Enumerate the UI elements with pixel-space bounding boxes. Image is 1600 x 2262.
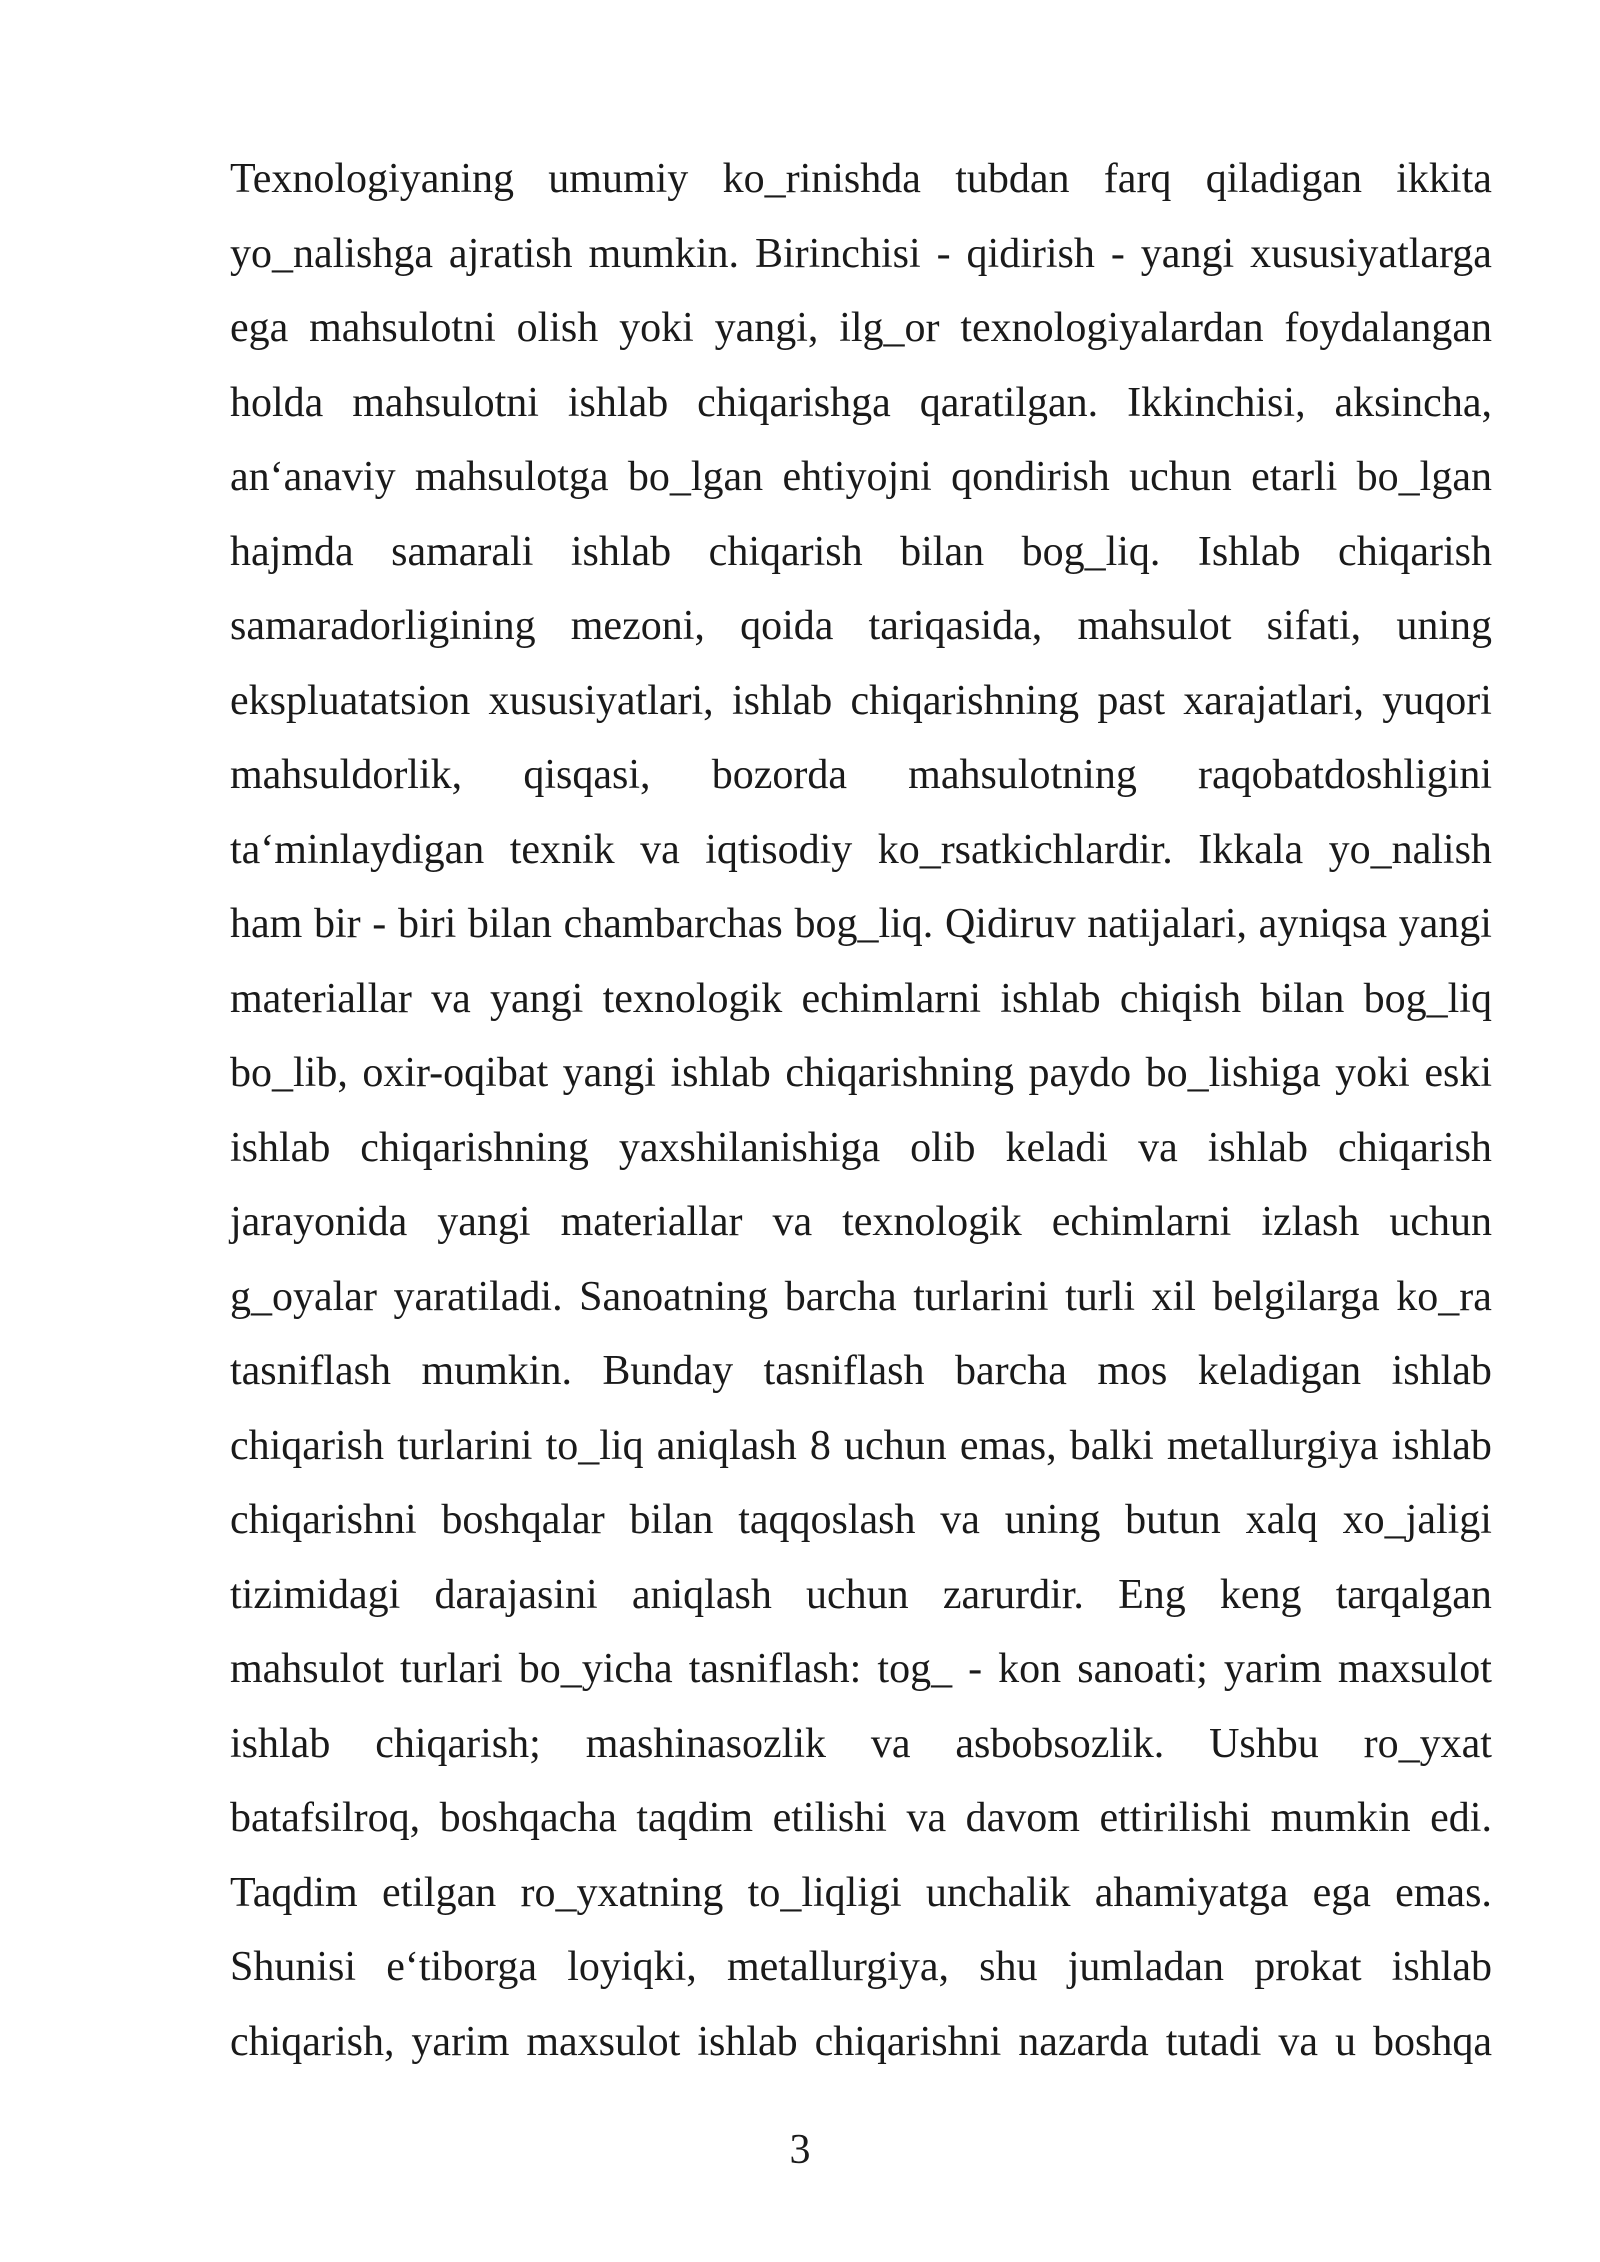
word: edi.: [1430, 1795, 1492, 1841]
word: bilan: [629, 1497, 714, 1543]
word: aniqlash: [631, 1571, 772, 1618]
word: keladi: [1005, 1124, 1109, 1171]
word: ayniqsa: [1258, 901, 1387, 947]
word: tubdan: [955, 156, 1070, 202]
word: mumkin.: [421, 1348, 572, 1394]
word: natijalari,: [1087, 901, 1248, 947]
word: chiqarish: [230, 1422, 384, 1469]
word: ishlab: [570, 528, 672, 575]
word: yangi: [562, 1050, 656, 1096]
text-line: [230, 1185, 1492, 1260]
body-paragraph: [230, 142, 1492, 2079]
word: yoki: [1335, 1050, 1410, 1096]
word: xo_jaligi: [1342, 1497, 1492, 1543]
word: samarali: [391, 528, 534, 575]
word: mumkin: [1270, 1795, 1411, 1841]
word: uchun: [1129, 454, 1232, 500]
word: ajratish: [448, 230, 573, 277]
text-line: [230, 2005, 1492, 2080]
word: uchun: [806, 1571, 909, 1618]
word: e‘tiborga: [386, 1944, 538, 1990]
word: qidirish: [966, 230, 1095, 277]
word: bilan: [900, 528, 985, 575]
word: qoida: [740, 603, 834, 649]
word: ikkita: [1396, 156, 1492, 202]
text-line: [230, 1930, 1492, 2005]
word: ishlab: [1391, 1348, 1492, 1394]
word: bir: [313, 901, 361, 947]
word: keng: [1219, 1571, 1302, 1618]
word: Ikkala: [1198, 826, 1304, 873]
word: texnologiyalardan: [960, 305, 1264, 351]
word: metallurgiya: [1166, 1422, 1379, 1469]
word: taqqoslash: [738, 1497, 916, 1543]
word: Bunday: [602, 1348, 734, 1394]
word: tog_: [877, 1646, 953, 1692]
word: mumkin.: [588, 230, 740, 277]
word: prokat: [1254, 1944, 1362, 1990]
text-line: [230, 440, 1492, 515]
word: xil: [1151, 1273, 1196, 1320]
word: eski: [1424, 1050, 1492, 1096]
word: xususiyatlari,: [488, 677, 714, 724]
word: mahsulotni: [352, 379, 539, 426]
word: mashinasozlik: [585, 1720, 826, 1767]
word: va: [772, 1199, 813, 1245]
word: unchalik: [925, 1869, 1071, 1916]
word: bo_lgan: [627, 454, 764, 500]
word: yo_nalishga: [230, 230, 433, 277]
word: qaratilgan.: [919, 379, 1099, 426]
word: chiqarishning: [850, 677, 1080, 724]
text-line: [230, 887, 1492, 962]
word: past: [1097, 677, 1166, 724]
word: yaratiladi.: [393, 1273, 563, 1320]
word: sanoati;: [1077, 1646, 1208, 1692]
word: yangi: [437, 1199, 531, 1245]
word: ko_rsatkichlardir.: [877, 826, 1173, 873]
word: chiqarishga: [697, 379, 891, 426]
word: yarim: [411, 2018, 510, 2065]
text-line: [230, 366, 1492, 441]
word: chiqarishni: [230, 1497, 417, 1543]
word: g_oyalar: [230, 1273, 377, 1320]
word: ta‘minlaydigan: [230, 826, 485, 873]
word: mahsuldorlik,: [230, 752, 463, 798]
word: hajmda: [230, 528, 354, 575]
word: ishlab: [670, 1050, 771, 1096]
word: olish: [516, 305, 599, 351]
word: va: [1138, 1124, 1178, 1171]
word: ishlab: [1391, 1422, 1492, 1469]
word: ishlab: [1207, 1124, 1309, 1171]
word: etilgan: [381, 1869, 497, 1916]
text-line: [230, 1856, 1492, 1931]
word: ishlab: [731, 677, 833, 724]
word: -: [936, 230, 951, 277]
word: ko_rinishda: [722, 156, 921, 202]
word: to_liq: [545, 1422, 644, 1469]
word: uchun: [1389, 1199, 1492, 1245]
word: chiqarishning: [785, 1050, 1014, 1096]
word: ilg_or: [839, 305, 940, 351]
word: chiqarish: [1337, 1124, 1492, 1171]
word: chiqarish,: [230, 2018, 395, 2065]
word: umumiy: [548, 156, 689, 202]
word: tutadi: [1165, 2018, 1262, 2065]
word: nazarda: [1018, 2018, 1149, 2065]
text-line: [230, 1483, 1492, 1558]
word: turlari: [400, 1646, 503, 1692]
word: holda: [230, 379, 324, 426]
word: va: [1278, 2018, 1319, 2065]
word: metallurgiya,: [726, 1944, 949, 1990]
word: asbobsozlik.: [955, 1720, 1165, 1767]
text-line: [230, 1334, 1492, 1409]
word: shu: [979, 1944, 1038, 1990]
word: yuqori: [1382, 677, 1492, 724]
word: uchun: [844, 1422, 947, 1469]
word: bozorda: [711, 752, 847, 798]
word: paydo: [1028, 1050, 1132, 1096]
word: jarayonida: [230, 1199, 408, 1245]
text-line: [230, 813, 1492, 888]
text-line: [230, 1632, 1492, 1707]
word: raqobatdoshligini: [1198, 752, 1492, 798]
word: etilishi: [772, 1795, 887, 1841]
word: uning: [1396, 603, 1492, 649]
word: turlarini: [397, 1422, 533, 1469]
word: echimlarni: [801, 975, 982, 1022]
word: boshqacha: [439, 1795, 617, 1841]
word: qisqasi,: [523, 752, 651, 798]
word: ko_ra: [1396, 1273, 1492, 1320]
text-line: [230, 738, 1492, 813]
word: mos: [1097, 1348, 1168, 1394]
word: xususiyatlarga: [1250, 230, 1492, 277]
word: to_liqligi: [747, 1869, 902, 1916]
word: barcha: [954, 1348, 1067, 1394]
word: Taqdim: [230, 1869, 358, 1916]
word: ekspluatatsion: [230, 677, 471, 724]
text-line: [230, 142, 1492, 217]
word: Sanoatning: [579, 1273, 769, 1320]
word: ishlab: [567, 379, 669, 426]
word: boshqa: [1372, 2018, 1492, 2065]
word: Qidiruv: [944, 901, 1076, 947]
word: echimlarni: [1051, 1199, 1232, 1245]
word: ahamiyatga: [1094, 1869, 1289, 1916]
word: yangi: [490, 975, 584, 1022]
word: xarajatlari,: [1183, 677, 1365, 724]
word: bog_liq.: [794, 901, 934, 947]
word: mahsulot: [1077, 603, 1232, 649]
word: loyiqki,: [567, 1944, 697, 1990]
word: turlarini: [913, 1273, 1049, 1320]
word: va: [906, 1795, 947, 1841]
word: taqdim: [636, 1795, 754, 1841]
word: chiqarish: [1338, 528, 1492, 575]
word: tasniflash: [763, 1348, 925, 1394]
text-line: [230, 962, 1492, 1037]
word: butun: [1125, 1497, 1221, 1543]
word: oxir-oqibat: [362, 1050, 549, 1096]
word: emas,: [959, 1422, 1057, 1469]
word: izlash: [1261, 1199, 1360, 1245]
word: yangi,: [714, 305, 819, 351]
word: texnologik: [842, 1199, 1022, 1245]
word: yoki: [619, 305, 694, 351]
word: aksincha,: [1334, 379, 1492, 426]
word: olib: [910, 1124, 976, 1171]
word: ishlab: [1000, 975, 1101, 1022]
word: aniqlash: [656, 1422, 797, 1469]
word: zarurdir.: [942, 1571, 1084, 1618]
word: boshqalar: [441, 1497, 605, 1543]
word: -: [1110, 230, 1125, 277]
word: emas.: [1395, 1869, 1492, 1916]
word: texnologik: [602, 975, 783, 1022]
word: bo_lgan: [1356, 454, 1492, 500]
word: yangi: [1140, 230, 1235, 277]
word: ishlab: [230, 1124, 331, 1171]
word: Shunisi: [230, 1944, 357, 1990]
word: Birinchisi: [754, 230, 921, 277]
word: ettirilishi: [1099, 1795, 1252, 1841]
word: yo_nalish: [1328, 826, 1492, 873]
word: ham: [230, 901, 303, 947]
word: yaxshilanishiga: [618, 1124, 881, 1171]
word: yangi: [1398, 901, 1492, 947]
word: bo_yicha: [518, 1646, 673, 1692]
word: biri: [397, 901, 457, 947]
text-line: [230, 589, 1492, 664]
word: davom: [965, 1795, 1080, 1841]
word: yarim: [1223, 1646, 1322, 1692]
word: chiqarishning: [360, 1124, 589, 1171]
word: foydalangan: [1284, 305, 1492, 351]
word: an‘anaviy: [230, 454, 396, 500]
word: mahsulot: [230, 1646, 384, 1692]
word: batafsilroq,: [230, 1795, 421, 1841]
word: chiqarish: [708, 528, 863, 575]
word: mezoni,: [570, 603, 705, 649]
word: Ikkinchisi,: [1127, 379, 1306, 426]
word: 8: [809, 1422, 831, 1469]
text-line: [230, 291, 1492, 366]
word: balki: [1069, 1422, 1154, 1469]
word: sifati,: [1266, 603, 1362, 649]
word: darajasini: [434, 1571, 598, 1618]
word: mahsulotga: [414, 454, 609, 500]
text-line: [230, 1781, 1492, 1856]
word: chiqarishni: [814, 2018, 1002, 2065]
word: samaradorligining: [230, 603, 536, 649]
word: materiallar: [230, 975, 412, 1022]
word: bilan: [467, 901, 552, 947]
word: belgilarga: [1212, 1273, 1380, 1320]
word: barcha: [784, 1273, 897, 1320]
word: bo_lishiga: [1145, 1050, 1321, 1096]
word: materiallar: [560, 1199, 743, 1245]
word: va: [940, 1497, 980, 1543]
word: ega: [1312, 1869, 1371, 1916]
word: kon: [998, 1646, 1062, 1692]
word: mahsulotni: [309, 305, 496, 351]
word: keladigan: [1197, 1348, 1362, 1394]
text-line: [230, 1036, 1492, 1111]
word: etarli: [1251, 454, 1338, 500]
word: tasniflash: [230, 1348, 391, 1394]
text-line: [230, 1409, 1492, 1484]
word: ehtiyojni: [782, 454, 932, 500]
word: ro_yxatning: [520, 1869, 724, 1916]
word: iqtisodiy: [705, 826, 853, 873]
word: farq: [1103, 156, 1172, 202]
word: tarqalgan: [1335, 1571, 1492, 1618]
word: mahsulotning: [908, 752, 1137, 798]
word: Texnologiyaning: [230, 156, 515, 202]
word: va: [640, 826, 680, 873]
text-line: [230, 664, 1492, 739]
page-number: 3: [789, 2127, 811, 2173]
word: -: [372, 901, 387, 947]
word: qiladigan: [1205, 156, 1362, 202]
word: chiqish: [1119, 975, 1242, 1022]
word: ishlab: [1391, 1944, 1492, 1990]
word: turli: [1065, 1273, 1136, 1320]
word: chambarchas: [563, 901, 783, 947]
text-line: [230, 1558, 1492, 1633]
text-line: [230, 1707, 1492, 1782]
word: Ishlab: [1197, 528, 1301, 575]
word: qondirish: [951, 454, 1110, 500]
word: ishlab: [230, 1720, 331, 1767]
word: maxsulot: [1337, 1646, 1492, 1692]
word: tizimidagi: [230, 1571, 401, 1618]
text-line: [230, 1111, 1492, 1186]
word: xalq: [1245, 1497, 1318, 1543]
text-line: [230, 1260, 1492, 1335]
word: ro_yxat: [1363, 1720, 1492, 1767]
word: Eng: [1118, 1571, 1186, 1618]
word: uning: [1004, 1497, 1101, 1543]
word: va: [431, 975, 471, 1022]
word: va: [870, 1720, 911, 1767]
word: bog_liq: [1363, 975, 1492, 1022]
word: chiqarish;: [375, 1720, 541, 1767]
text-line: [230, 515, 1492, 590]
word: Ushbu: [1209, 1720, 1319, 1767]
word: ega: [230, 305, 289, 351]
word: maxsulot: [526, 2018, 681, 2065]
word: bog_liq.: [1021, 528, 1161, 575]
word: bilan: [1260, 975, 1345, 1022]
word: ishlab: [697, 2018, 798, 2065]
text-line: [230, 217, 1492, 292]
word: jumladan: [1067, 1944, 1224, 1990]
word: tariqasida,: [868, 603, 1043, 649]
word: -: [968, 1646, 983, 1692]
word: u: [1335, 2018, 1356, 2065]
word: texnik: [509, 826, 615, 873]
word: tasniflash:: [688, 1646, 862, 1692]
word: bo_lib,: [230, 1050, 348, 1096]
